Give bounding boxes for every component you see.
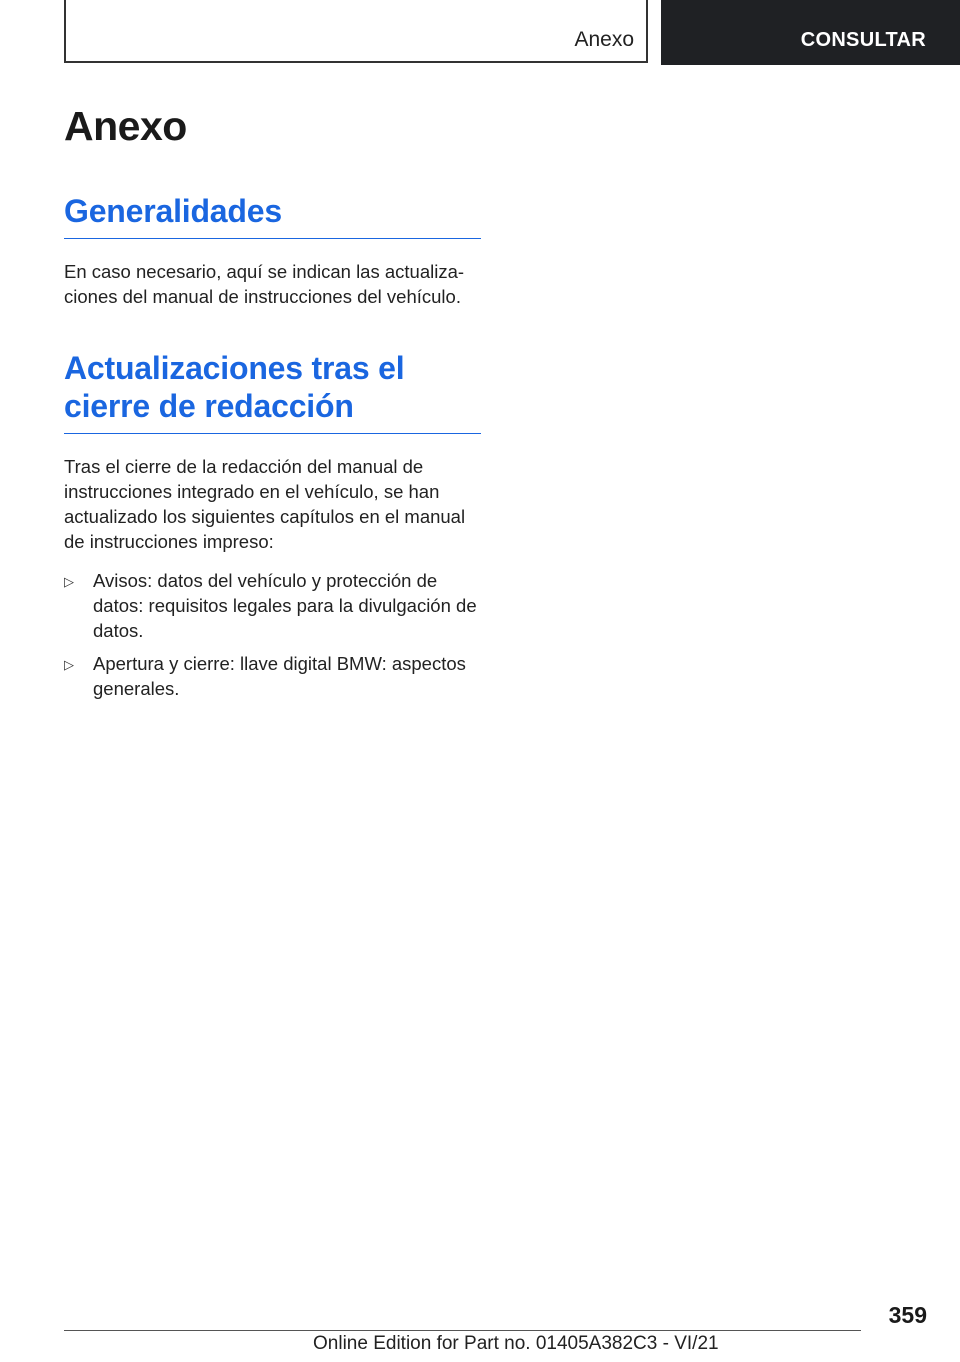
list-item-text: Apertura y cierre: llave digital BMW: aspectos generales. xyxy=(93,653,466,699)
footer-edition-text: Online Edition for Part no. 01405A382C3 - VI/21 xyxy=(313,1333,719,1354)
list-item-text: Avisos: datos del vehículo y protección de datos: requisitos legales para la divulgación de datos. xyxy=(93,570,477,641)
triangle-bullet-icon: ▷ xyxy=(64,574,74,589)
section-heading-generalidades: Generalidades xyxy=(64,192,481,239)
page-title: Anexo xyxy=(64,103,187,149)
section-heading-actualizaciones: Actualizaciones tras el cierre de redacción xyxy=(64,349,481,434)
main-content xyxy=(64,100,481,709)
update-list xyxy=(64,568,481,701)
footer-divider xyxy=(64,1330,861,1331)
triangle-bullet-icon: ▷ xyxy=(64,657,74,672)
section-paragraph-actualizaciones: Tras el cierre de la redacción del manual de instrucciones integrado en el vehículo, se han actualizado los siguientes capítulos en el manual de instrucciones impreso: xyxy=(64,456,466,552)
section-paragraph-generalidades: En caso necesario, aquí se indican las actualizaciones del manual de instrucciones del vehículo. xyxy=(64,261,465,307)
header-frame xyxy=(64,0,648,63)
list-item xyxy=(64,568,481,643)
consult-tab-label: CONSULTAR xyxy=(800,29,926,51)
header-section-label: Anexo xyxy=(574,28,634,51)
page-number: 359 xyxy=(888,1302,927,1328)
list-item xyxy=(64,651,481,701)
consult-tab[interactable] xyxy=(661,0,960,65)
